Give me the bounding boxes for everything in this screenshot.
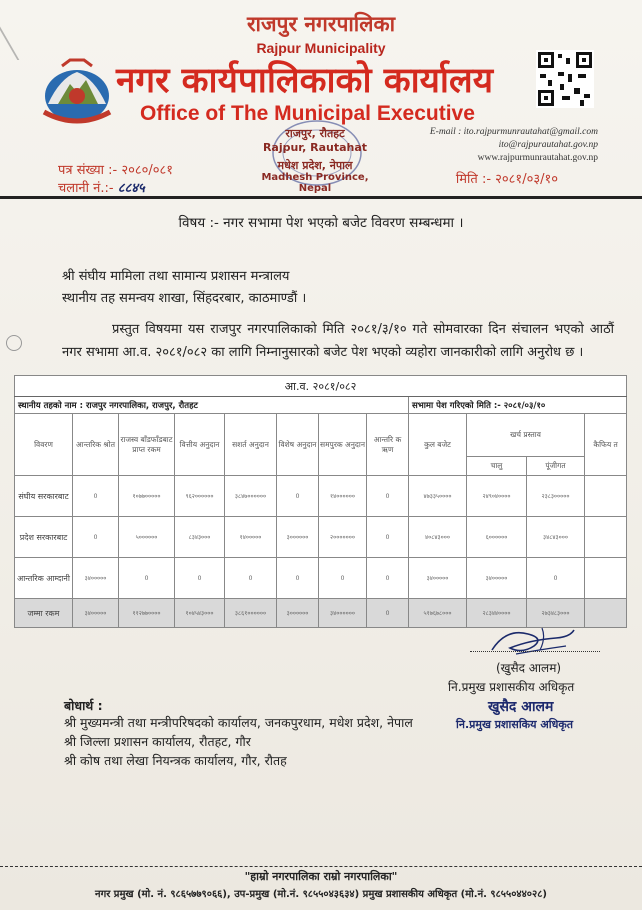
header-cell: खर्च प्रस्ताव — [467, 414, 585, 457]
footer-slogan: "हाम्रो नगरपालिका राम्रो नगरपालिका" — [244, 870, 398, 883]
footer-rule — [0, 866, 642, 867]
table-cell: ४०८४३००० — [409, 517, 467, 558]
office-name-np: नगर कार्यपालिकाको कार्यालय — [116, 61, 494, 101]
header-cell: राजस्व बाँडफाँडबाट प्राप्त रकम — [119, 414, 175, 476]
contact-email-2: ito@rajpurautahat.gov.np — [498, 140, 598, 150]
letter-date — [456, 169, 558, 187]
body-paragraph: प्रस्तुत विषयमा यस राजपुर नगरपालिकाको मिति २०८१/३/१० गते सोमवारका दिन संचालन भएको आठौं नगर सभामा आ.व. २०८१/०८२ का लागि निम्नानुसारको बजेट पेश भएको व्यहोरा जानकारीको लागि अनुरोध छ । — [62, 322, 614, 360]
name-stamp: खुसैद आलम — [488, 699, 554, 715]
handwritten-signature — [486, 620, 578, 660]
table-cell: 0 — [119, 558, 175, 599]
table-header-row — [15, 414, 627, 457]
table-cell: 0 — [175, 558, 225, 599]
table-cell: ३४००००० — [467, 558, 527, 599]
budget-table — [14, 375, 626, 628]
table-row — [15, 517, 627, 558]
table-cell: २८३४४०००० — [467, 599, 527, 628]
table-cell: २४९०४०००० — [467, 476, 527, 517]
contact-email-1: E-mail : ito.rajpurmunrautahat@gmail.com — [429, 127, 598, 137]
table-cell: १०७७००००० — [119, 476, 175, 517]
subject-line: विषय :- नगर सभामा पेश भएको बजेट विवरण सम्बन्धमा । — [178, 215, 464, 231]
table-cell: ३०००००० — [277, 599, 319, 628]
table-cell: 0 — [367, 517, 409, 558]
row-label: आन्तरिक आम्दानी — [15, 558, 73, 599]
header-cell: विवरण — [15, 414, 73, 476]
table-cell: ३८४७०००००० — [225, 476, 277, 517]
letter-body — [62, 318, 614, 364]
signatory-name: (खुसैद आलम) — [496, 661, 562, 675]
seal-line-np-2: मधेश प्रदेश, नेपाल — [277, 159, 353, 172]
header-cell: कैफिय त — [585, 414, 627, 476]
header-cell: कुल बजेट — [409, 414, 467, 476]
table-cell: ३४००००० — [73, 599, 119, 628]
chalani-value: ८८४५ — [117, 181, 145, 196]
contact-website: www.rajpurmunrautahat.gov.np — [477, 153, 598, 163]
fiscal-year-cell: आ.व. २०८१/०८२ — [15, 376, 627, 397]
table-cell: ९६२०००००० — [175, 476, 225, 517]
table-row — [15, 476, 627, 517]
presented-date: सभामा पेश गरिएको मिति :- २०८१/०३/१० — [409, 397, 627, 414]
table-cell: ५१७६७८००० — [409, 599, 467, 628]
row-label: संघीय सरकारबाट — [15, 476, 73, 517]
header-cell: समपुरक अनुदान — [319, 414, 367, 476]
table-cell: ३०००००० — [277, 517, 319, 558]
patra-label: पत्र संख्या :- — [58, 163, 118, 178]
row-label: जम्मा रकम — [15, 599, 73, 628]
table-cell: ४७३३५०००० — [409, 476, 467, 517]
table-row — [15, 558, 627, 599]
cc-line-2: श्री जिल्ला प्रशासन कार्यालय, रौतहट, गौर — [64, 734, 251, 749]
seal-line-np-1: राजपुर, रौतहट — [285, 127, 345, 140]
date-value: २०८१/०३/१० — [495, 172, 558, 187]
row-label: प्रदेश सरकारबाट — [15, 517, 73, 558]
table-cell — [585, 558, 627, 599]
table-cell — [585, 517, 627, 558]
table-cell: ६०००००० — [467, 517, 527, 558]
punch-hole — [6, 335, 22, 351]
table-cell: 0 — [225, 558, 277, 599]
table-cell: 0 — [73, 476, 119, 517]
municipality-name-en: Rajpur Municipality — [256, 40, 386, 56]
table-cell: ३४८४३००० — [527, 517, 585, 558]
table-cell: २७३४८३००० — [527, 599, 585, 628]
table-cell: 0 — [527, 558, 585, 599]
chalani-number — [58, 178, 145, 196]
header-rule — [0, 196, 642, 199]
table-cell: १०४५४३००० — [175, 599, 225, 628]
chalani-label: चलानी नं.:- — [58, 181, 114, 196]
seal-line-en-2: Madhesh Province, Nepal — [261, 172, 369, 194]
cc-heading: बोधार्थ : — [64, 698, 103, 713]
footer-contacts: नगर प्रमुख (मो. नं. ९८६५७७९०६६), उप-प्रमुख (मो.नं. ९८५५०४३६३४) प्रमुख प्रशासकीय अधिकृत (मो.नं. ९८५५०४४०२८) — [95, 889, 547, 900]
table-cell: १४०००००० — [319, 476, 367, 517]
addressee-line-2: स्थानीय तह समन्वय शाखा, सिंहदरबार, काठमाण्डौं । — [62, 291, 307, 306]
qr-code-icon — [536, 50, 594, 108]
subheader-cell: पूंजीगत — [527, 457, 585, 476]
table-cell: २३८३००००० — [527, 476, 585, 517]
table-cell: ११२७७०००० — [119, 599, 175, 628]
title-stamp: नि.प्रमुख प्रशासकिय अधिकृत — [456, 718, 574, 731]
fiscal-year-row — [15, 376, 627, 397]
table-cell: 0 — [367, 558, 409, 599]
cc-line-3: श्री कोष तथा लेखा नियन्त्रक कार्यालय, गौर, रौतह — [64, 753, 287, 768]
table-cell: १४००००० — [225, 517, 277, 558]
table-cell: 0 — [367, 476, 409, 517]
header-cell: वित्तीय अनुदान — [175, 414, 225, 476]
table-cell — [585, 599, 627, 628]
table-cell: ५०००००० — [119, 517, 175, 558]
addressee-line-1: श्री संघीय मामिला तथा सामान्य प्रशासन मन्त्रालय — [62, 269, 290, 284]
table-cell — [585, 476, 627, 517]
table-cell: 0 — [277, 476, 319, 517]
local-level-name: स्थानीय तहको नाम : राजपुर नगरपालिका, राजपुर, रौतहट — [15, 397, 409, 414]
seal-line-en-1: Rajpur, Rautahat — [262, 141, 368, 154]
patra-sankhya — [58, 160, 173, 178]
subheader-cell: चालु — [467, 457, 527, 476]
header-cell: विशेष अनुदान — [277, 414, 319, 476]
signatory-title: नि.प्रमुख प्रशासकीय अधिकृत — [448, 680, 575, 694]
office-name-en: Office of The Municipal Executive — [140, 102, 475, 125]
patra-value: २०८०/०८१ — [121, 163, 174, 178]
municipality-name-np: राजपुर नगरपालिका — [246, 12, 396, 36]
date-label: मिति :- — [455, 172, 492, 187]
cc-line-1: श्री मुख्यमन्त्री तथा मन्त्रीपरिषदको कार्यालय, जनकपुरधाम, मधेश प्रदेश, नेपाल — [64, 715, 413, 730]
table-cell: ३८६१०००००० — [225, 599, 277, 628]
table-cell: 0 — [367, 599, 409, 628]
table-cell: 0 — [73, 517, 119, 558]
header-cell: सशर्त अनुदान — [225, 414, 277, 476]
header-cell: आन्तरि क ऋण — [367, 414, 409, 476]
nepal-government-emblem-icon — [40, 58, 114, 128]
table-cell: ३४००००० — [409, 558, 467, 599]
info-row — [15, 397, 627, 414]
header-cell: आन्तरिक श्रोत — [73, 414, 119, 476]
table-cell: ३४००००० — [73, 558, 119, 599]
table-cell: ३४०००००० — [319, 599, 367, 628]
table-cell: 0 — [319, 558, 367, 599]
table-cell: 0 — [277, 558, 319, 599]
signature-line — [470, 651, 600, 652]
table-cell: २००००००० — [319, 517, 367, 558]
table-cell: ८३४३००० — [175, 517, 225, 558]
